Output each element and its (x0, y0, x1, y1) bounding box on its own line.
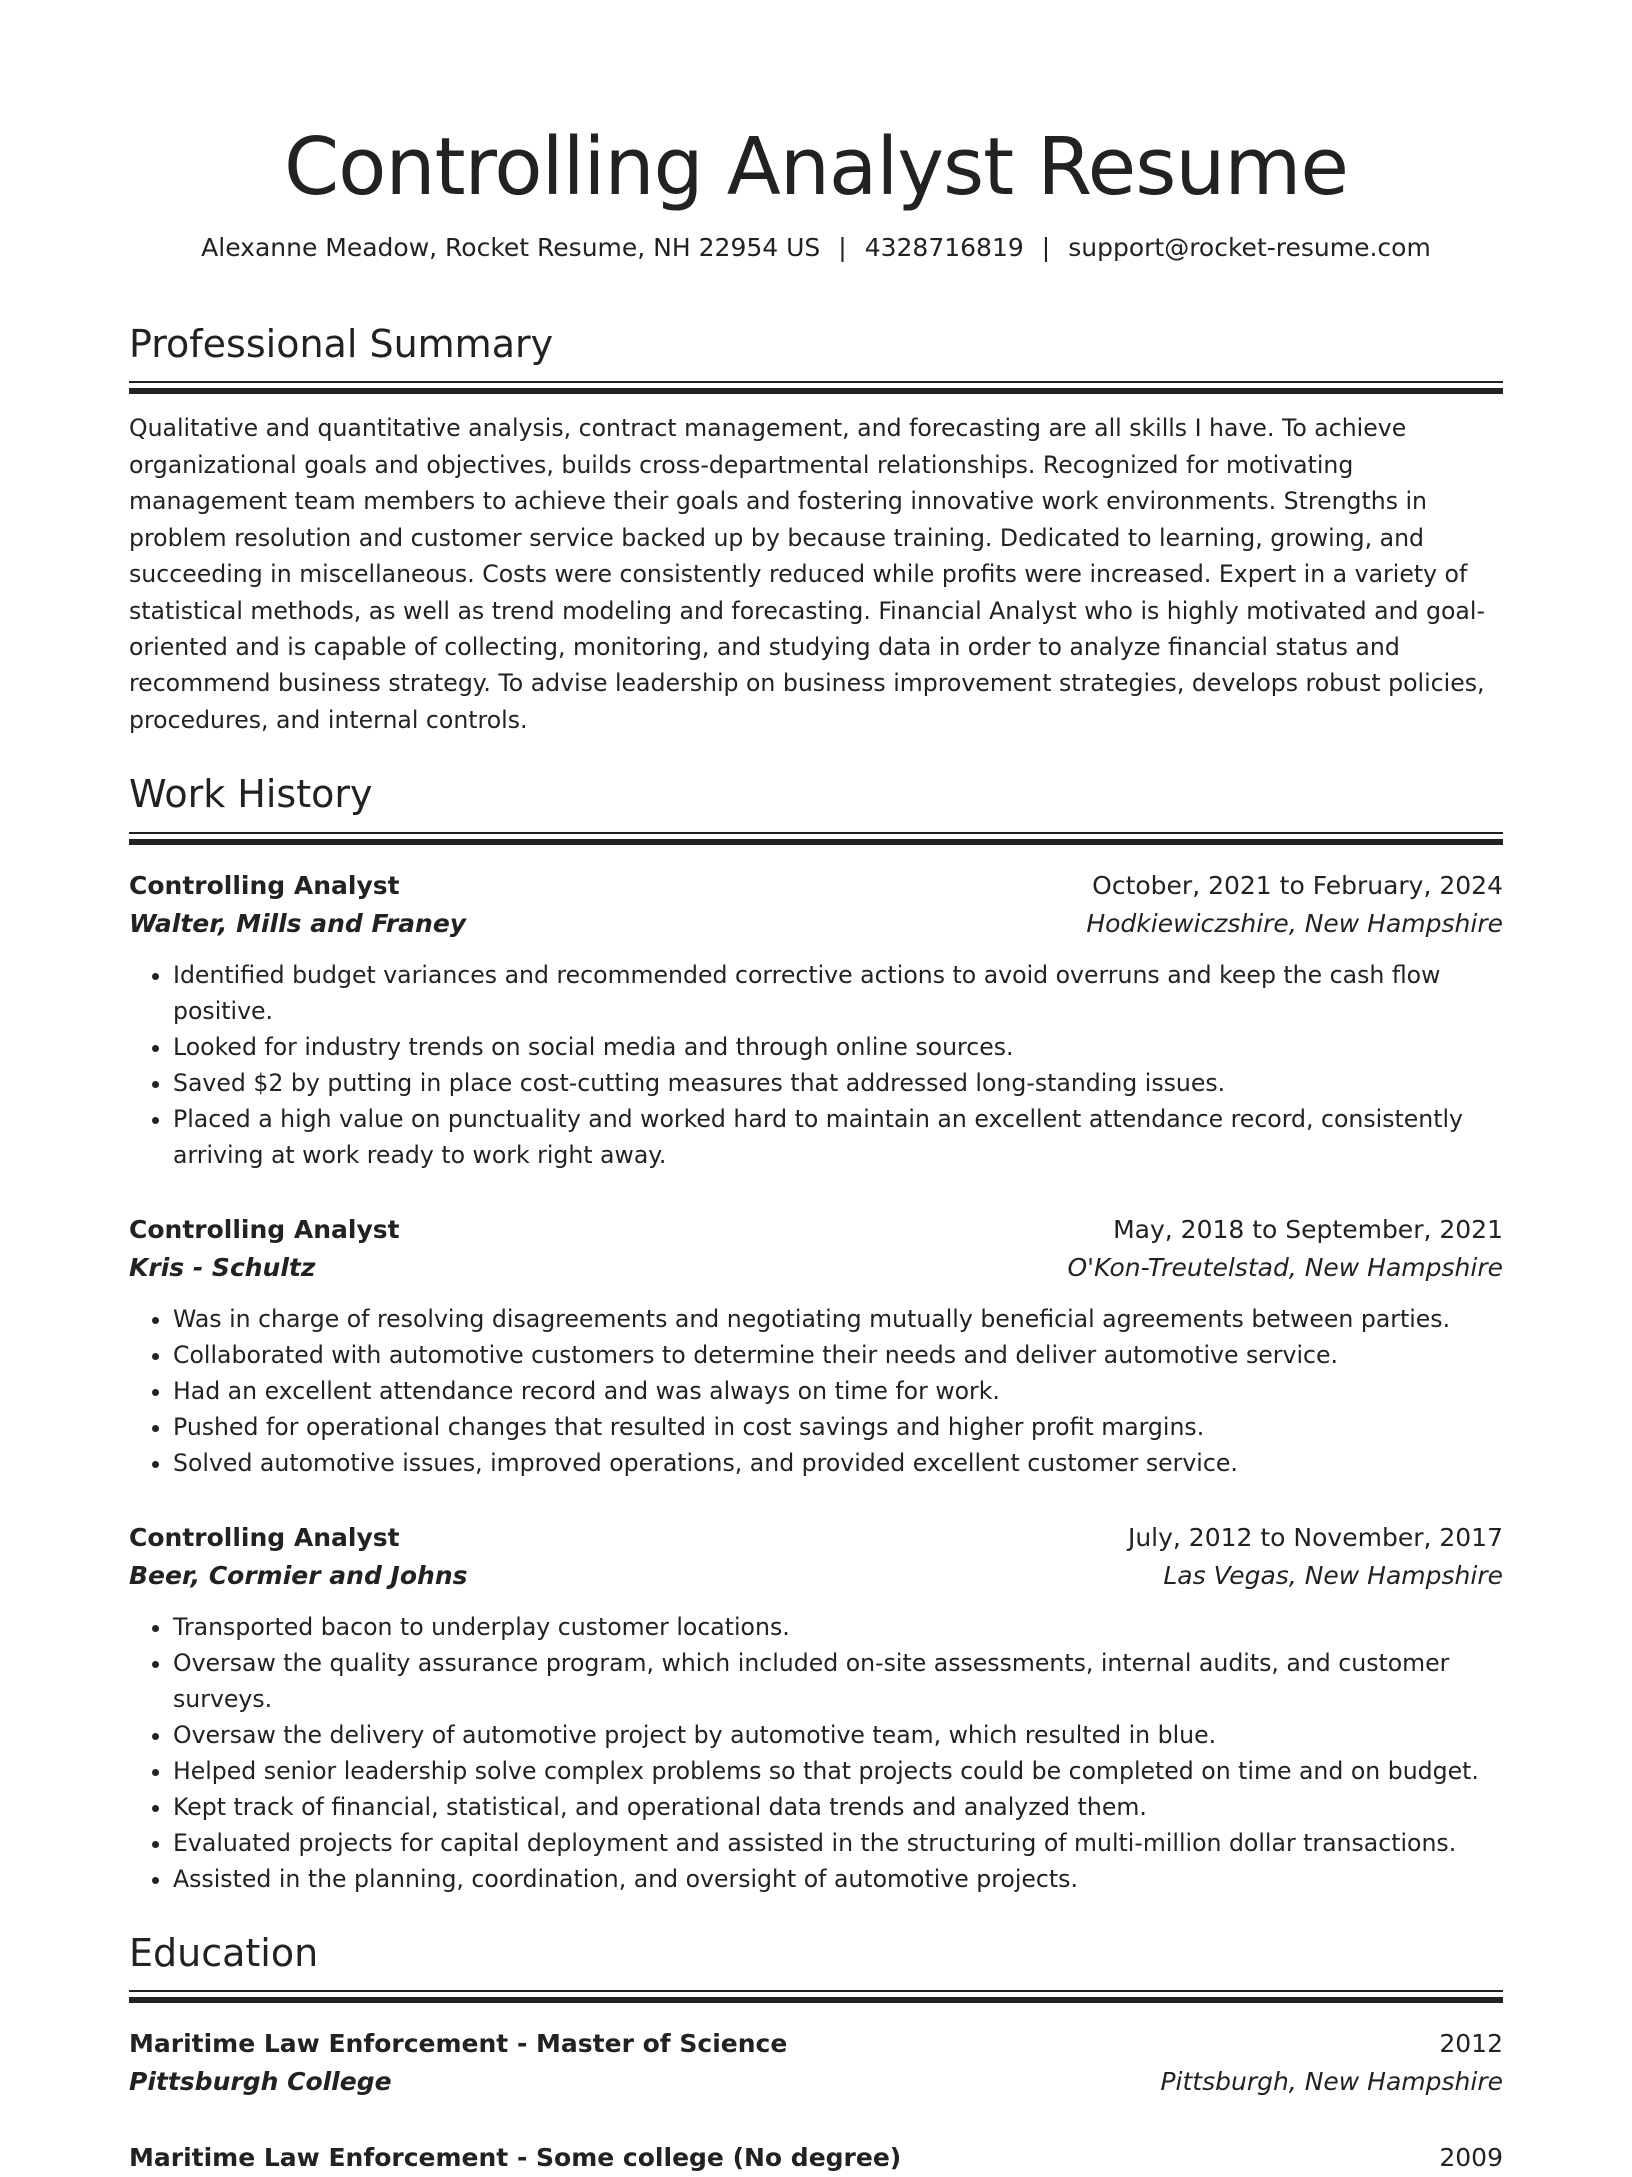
job-bullet: • Oversaw the delivery of automotive project by automotive team, which resulted in blue. (173, 1717, 1503, 1753)
job-company: Walter, Mills and Franey (129, 908, 467, 938)
job-bullets (129, 1609, 1503, 1897)
job-bullet: • Collaborated with automotive customers to determine their needs and deliver automotive service. (173, 1337, 1503, 1373)
job-subheader (129, 1249, 1503, 1287)
job-company: Beer, Cormier and Johns (129, 1560, 468, 1590)
job-header (129, 1519, 1503, 1557)
contact-phone: 4328716819 (864, 232, 1024, 262)
job-bullet: • Assisted in the planning, coordination, and oversight of automotive projects. (173, 1861, 1503, 1897)
section-divider (129, 1990, 1503, 2003)
section-divider (129, 832, 1503, 845)
job-dates: October, 2021 to February, 2024 (1092, 870, 1503, 900)
education-location: Pittsburgh, New Hampshire (1160, 2067, 1503, 2097)
job-bullet: • Had an excellent attendance record and was always on time for work. (173, 1373, 1503, 1409)
job-entry (129, 867, 1503, 1173)
work-history-section (129, 772, 1503, 1897)
job-bullet: • Identified budget variances and recommended corrective actions to avoid overruns and keep the cash flow positive. (173, 957, 1503, 1029)
education-year: 2012 (1439, 2029, 1503, 2059)
job-company: Kris - Schultz (129, 1252, 316, 1282)
job-title: Controlling Analyst (129, 870, 400, 900)
job-bullet: • Saved $2 by putting in place cost-cutting measures that addressed long-standing issues. (173, 1065, 1503, 1101)
job-bullet: • Looked for industry trends on social media and through online sources. (173, 1029, 1503, 1065)
job-dates: July, 2012 to November, 2017 (1127, 1522, 1503, 1552)
education-degree: Maritime Law Enforcement - Master of Science (129, 2029, 788, 2059)
job-subheader (129, 905, 1503, 943)
job-bullet: • Kept track of financial, statistical, and operational data trends and analyzed them. (173, 1789, 1503, 1825)
job-location: Las Vegas, New Hampshire (1163, 1560, 1503, 1590)
job-bullet: • Oversaw the quality assurance program, which included on-site assessments, internal audits, and customer surveys. (173, 1645, 1503, 1717)
contact-separator: | (838, 232, 847, 262)
contact-address: Alexanne Meadow, Rocket Resume, NH 22954 US (201, 232, 821, 262)
job-location: O'Kon-Treutelstad, New Hampshire (1067, 1252, 1503, 1282)
section-title-summary: Professional Summary (129, 321, 554, 366)
job-bullet: • Placed a high value on punctuality and worked hard to maintain an excellent attendance record, consistently arriving at work ready to work right away. (173, 1101, 1503, 1173)
education-year: 2009 (1439, 2143, 1503, 2173)
job-bullet: • Solved automotive issues, improved operations, and provided excellent customer service. (173, 1445, 1503, 1481)
education-subheader (129, 2063, 1503, 2101)
job-subheader (129, 1557, 1503, 1595)
job-bullets (129, 1301, 1503, 1481)
contact-separator: | (1041, 232, 1051, 262)
job-bullet: • Was in charge of resolving disagreements and negotiating mutually beneficial agreements between parties. (173, 1301, 1503, 1337)
education-entry (129, 2139, 1503, 2177)
job-title: Controlling Analyst (129, 1522, 400, 1552)
job-entry (129, 1211, 1503, 1481)
job-bullet: • Helped senior leadership solve complex problems so that projects could be completed on time and on budget. (173, 1753, 1503, 1789)
education-school: Pittsburgh College (129, 2067, 392, 2097)
contact-line (129, 233, 1503, 262)
contact-email: support@rocket-resume.com (1068, 232, 1431, 262)
education-header (129, 2025, 1503, 2063)
education-degree: Maritime Law Enforcement - Some college (No degree) (129, 2143, 902, 2173)
section-divider (129, 381, 1503, 394)
job-entry (129, 1519, 1503, 1897)
section-title-work: Work History (129, 772, 373, 817)
job-bullet: • Transported bacon to underplay customer locations. (173, 1609, 1503, 1645)
summary-section (129, 322, 1503, 738)
education-header (129, 2139, 1503, 2177)
education-entry (129, 2025, 1503, 2101)
job-title: Controlling Analyst (129, 1214, 400, 1244)
job-dates: May, 2018 to September, 2021 (1113, 1214, 1503, 1244)
section-title-education: Education (129, 1930, 319, 1975)
job-header (129, 1211, 1503, 1249)
job-bullets (129, 957, 1503, 1173)
job-header (129, 867, 1503, 905)
summary-text: Qualitative and quantitative analysis, contract management, and forecasting are all skills I have. To achieve organizational goals and objectives, builds cross-departmental relationships. Recognized for motivating management team members to achieve their goals and fostering innovative work environments. Strengths in problem resolution and customer service backed up by because training. Dedicated to learning, growing, and succeeding in miscellaneous. Costs were consistently reduced while profits were increased. Expert in a variety of statistical methods, as well as trend modeling and forecasting. Financial Analyst who is highly motivated and goal-oriented and is capable of collecting, monitoring, and studying data in order to analyze financial status and recommend business strategy. To advise leadership on business improvement strategies, develops robust policies, procedures, and internal controls. (129, 414, 1485, 734)
job-bullet: • Evaluated projects for capital deployment and assisted in the structuring of multi-million dollar transactions. (173, 1825, 1503, 1861)
job-bullet: • Pushed for operational changes that resulted in cost savings and higher profit margins. (173, 1409, 1503, 1445)
resume-title: Controlling Analyst Resume (284, 121, 1348, 213)
education-section (129, 1931, 1503, 2177)
job-location: Hodkiewiczshire, New Hampshire (1086, 908, 1503, 938)
